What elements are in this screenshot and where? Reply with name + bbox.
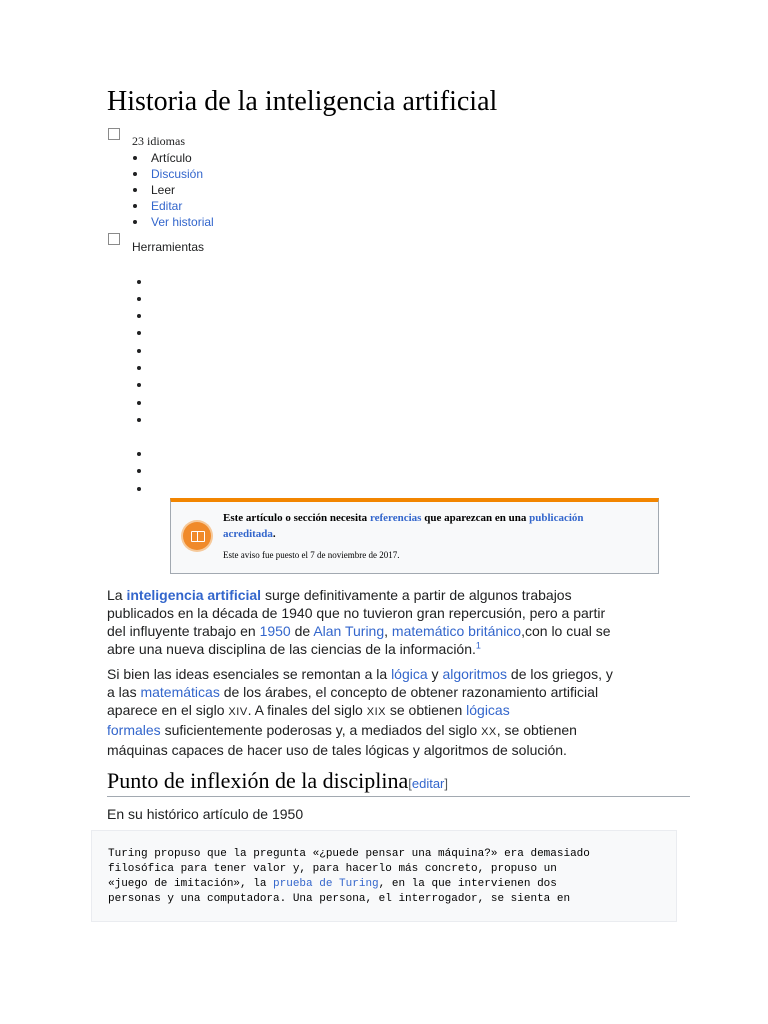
nav-item-ver-historial[interactable] xyxy=(128,214,214,230)
list-bullet xyxy=(137,418,141,422)
list-bullet xyxy=(137,401,141,405)
alan-turing-link[interactable]: Alan Turing xyxy=(313,623,385,639)
page-title: Historia de la inteligencia artificial xyxy=(107,86,498,117)
nav-item-label: Artículo xyxy=(151,151,192,165)
list-bullet xyxy=(137,366,141,370)
nav-item-discusion[interactable] xyxy=(128,166,214,182)
list-bullet xyxy=(137,452,141,456)
references-link[interactable]: referencias xyxy=(369,512,422,524)
nav-item-label: Editar xyxy=(151,199,183,213)
list-bullet xyxy=(137,297,141,301)
list-bullet xyxy=(137,280,141,284)
notice-message: Este artículo o sección necesita referencias que aparezcan en una publicación acreditada. xyxy=(223,512,584,540)
list-bullet xyxy=(137,349,141,353)
reference-1-link[interactable]: 1 xyxy=(475,640,481,651)
year-1950-link[interactable]: 1950 xyxy=(259,623,291,639)
quote-block: Turing propuso que la pregunta «¿puede pensar una máquina?» era demasiado filosófica para tener valor y, para hacerlo más concreto, propuso un «juego de imitación», la prueba de Turing, en la que intervienen dos personas y una computadora. Una persona, el interrogador, se sienta en xyxy=(91,830,677,922)
algorithms-link[interactable]: algoritmos xyxy=(442,666,508,682)
turing-test-link[interactable]: prueba de Turing xyxy=(273,878,379,890)
list-bullet xyxy=(137,331,141,335)
notice-date: Este aviso fue puesto el 7 de noviembre de 2017. xyxy=(223,550,400,560)
section-heading-text: Punto de inflexión de la disciplina xyxy=(107,768,409,793)
references-notice-box xyxy=(170,498,659,574)
intro-paragraph-2: Si bien las ideas esenciales se remontan a la lógica y algoritmos de los griegos, y a las matemáticas de los árabes, el concepto de obtener razonamiento artificial aparece en el siglo XIV. A finales del siglo XIX se obtienen lógicas formales suficientemente poderosas y, a mediados del siglo XX, se obtienen máquinas capaces de hacer uso de tales lógicas y algoritmos de solución. xyxy=(107,666,613,758)
languages-label[interactable]: 23 idiomas xyxy=(132,134,185,148)
intro-paragraph-1: La inteligencia artificial surge definitivamente a partir de algunos trabajos publicados en la década de 1940 que no tuvieron gran repercusión, pero a partir del influyente trabajo en 1950 de Alan Turing, matemático británico,con lo cual se abre una nueva disciplina de las ciencias de la información.$^1$ xyxy=(107,587,611,657)
list-bullet xyxy=(137,469,141,473)
tools-checkbox[interactable] xyxy=(108,233,120,245)
nav-item-label: Ver historial xyxy=(151,215,214,229)
nav-item-articulo[interactable] xyxy=(128,150,214,166)
accredited-publication-link[interactable]: publicación acreditada xyxy=(223,512,584,540)
languages-checkbox[interactable] xyxy=(108,128,120,140)
tools-label[interactable]: Herramientas xyxy=(132,240,205,254)
list-bullet xyxy=(137,487,141,491)
logic-link[interactable]: lógica xyxy=(391,666,428,682)
section-edit: [editar] xyxy=(408,776,449,791)
british-mathematician-link[interactable]: matemático británico xyxy=(391,623,522,639)
formal-logic-link-part2[interactable]: formales xyxy=(107,722,161,738)
page-actions-list xyxy=(128,150,214,230)
book-icon xyxy=(183,522,211,550)
nav-item-label: Leer xyxy=(151,183,176,197)
list-bullet xyxy=(137,314,141,318)
nav-item-editar[interactable] xyxy=(128,198,214,214)
nav-item-label: Discusión xyxy=(151,167,204,181)
nav-item-leer[interactable] xyxy=(128,182,214,198)
formal-logic-link-part1[interactable]: lógicas xyxy=(466,702,510,718)
section-heading xyxy=(107,768,690,797)
list-bullet xyxy=(137,383,141,387)
section-lead: En su histórico artículo de 1950 xyxy=(107,806,304,822)
mathematics-link[interactable]: matemáticas xyxy=(140,684,220,700)
edit-section-link[interactable]: editar xyxy=(411,776,445,791)
ia-link[interactable]: inteligencia artificial xyxy=(126,587,262,603)
